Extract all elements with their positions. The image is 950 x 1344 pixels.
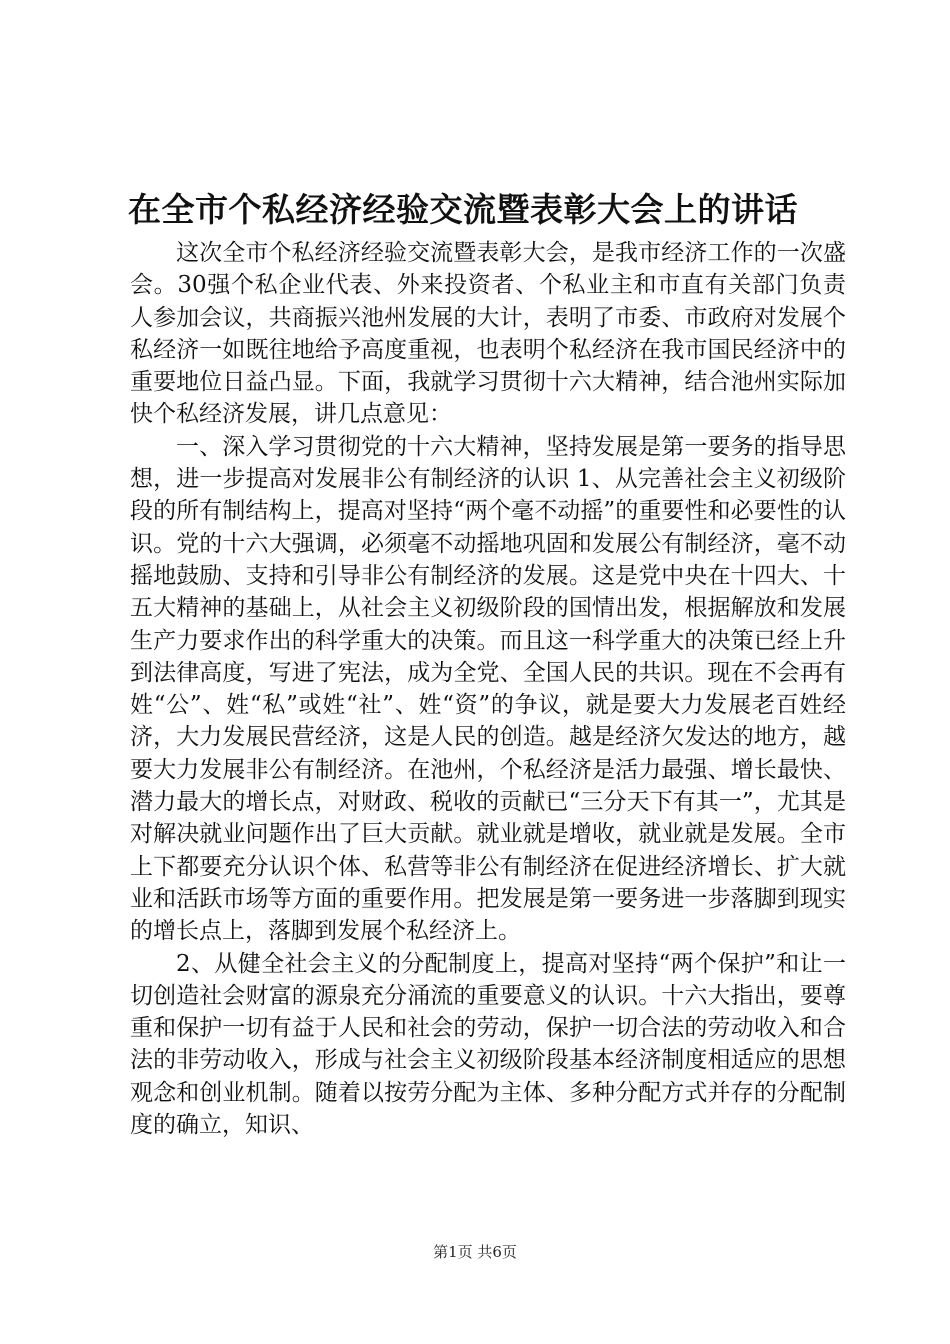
- document-title: 在全市个私经济经验交流暨表彰大会上的讲话: [128, 190, 798, 229]
- document-body: [130, 237, 846, 1141]
- page-number-footer: 第1页 共6页: [433, 1243, 517, 1261]
- body-paragraph: 2、从健全社会主义的分配制度上，提高对坚持“两个保护”和让一切创造社会财富的源泉充分涌流的重要意义的认识。十六大指出，要尊重和保护一切有益于人民和社会的劳动，保护一切合法的劳动收入和合法的非劳动收入，形成与社会主义初级阶段基本经济制度相适应的思想观念和创业机制。随着以按劳分配为主体、多种分配方式并存的分配制度的确立，知识、: [130, 950, 846, 1139]
- body-paragraph: 这次全市个私经济经验交流暨表彰大会，是我市经济工作的一次盛会。30强个私企业代表、外来投资者、个私业主和市直有关部门负责人参加会议，共商振兴池州发展的大计，表明了市委、市政府对发展个私经济一如既往地给予高度重视，也表明个私经济在我市国民经济中的重要地位日益凸显。下面，我就学习贯彻十六大精神，结合池州实际加快个私经济发展，讲几点意见：: [130, 240, 846, 428]
- body-paragraph: 一、深入学习贯彻党的十六大精神，坚持发展是第一要务的指导思想，进一步提高对发展非公有制经济的认识 1、从完善社会主义初级阶段的所有制结构上，提高对坚持“两个毫不动摇”的重要性和必要性的认识。党的十六大强调，必须毫不动摇地巩固和发展公有制经济，毫不动摇地鼓励、支持和引导非公有制经济的发展。这是党中央在十四大、十五大精神的基础上，从社会主义初级阶段的国情出发，根据解放和发展生产力要求作出的科学重大的决策。而且这一科学重大的决策已经上升到法律高度，写进了宪法，成为全党、全国人民的共识。现在不会再有姓“公”、姓“私”或姓“社”、姓“资”的争议，就是要大力发展老百姓经济，大力发展民营经济，这是人民的创造。越是经济欠发达的地方，越要大力发展非公有制经济。在池州，个私经济是活力最强、增长最快、潜力最大的增长点，对财政、税收的贡献已“三分天下有其一”，尤其是对解决就业问题作出了巨大贡献。就业就是增收，就业就是发展。全市上下都要充分认识个体、私营等非公有制经济在促进经济增长、扩大就业和活跃市场等方面的重要作用。把发展是第一要务进一步落脚到现实的增长点上，落脚到发展个私经济上。: [130, 433, 846, 945]
